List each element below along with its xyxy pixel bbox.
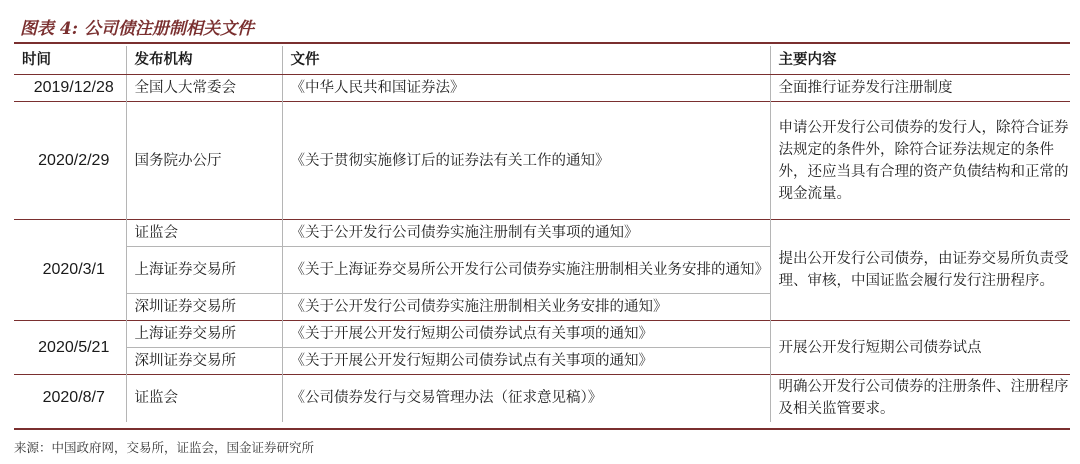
document-cell: 《关于上海证券交易所公开发行公司债券实施注册制相关业务安排的通知》 bbox=[282, 247, 770, 294]
document-cell: 《关于公开发行公司债券实施注册制有关事项的通知》 bbox=[282, 220, 770, 247]
table-row bbox=[14, 321, 1070, 348]
date-cell: 2019/12/28 bbox=[33, 79, 114, 96]
date-cell: 2020/8/7 bbox=[14, 375, 126, 422]
content-cell: 开展公开发行短期公司债券试点 bbox=[770, 321, 1070, 375]
issuer-cell: 全国人大常委会 bbox=[126, 75, 282, 102]
regulation-table bbox=[14, 46, 1070, 422]
header-time: 时间 bbox=[14, 46, 126, 75]
document-cell: 《关于公开发行公司债券实施注册制相关业务安排的通知》 bbox=[282, 294, 770, 321]
table-row bbox=[14, 375, 1070, 422]
content-cell: 申请公开发行公司债券的发行人，除符合证券法规定的条件外，除符合证券法规定的条件外，还应当具有合理的资产负债结构和正常的现金流量。 bbox=[770, 102, 1070, 220]
header-main-content: 主要内容 bbox=[770, 46, 1070, 75]
issuer-cell: 证监会 bbox=[126, 220, 282, 247]
header-document: 文件 bbox=[282, 46, 770, 75]
content-cell: 全面推行证券发行注册制度 bbox=[770, 75, 1070, 102]
issuer-cell: 上海证券交易所 bbox=[126, 321, 282, 348]
source-note: 来源：中国政府网，交易所，证监会，国金证券研究所 bbox=[14, 440, 315, 455]
document-cell: 《关于贯彻实施修订后的证券法有关工作的通知》 bbox=[282, 102, 770, 220]
issuer-cell: 证监会 bbox=[126, 375, 282, 422]
issuer-cell: 深圳证券交易所 bbox=[126, 294, 282, 321]
issuer-cell: 上海证券交易所 bbox=[126, 247, 282, 294]
table-header-row bbox=[14, 46, 1070, 75]
content-cell: 明确公开发行公司债券的注册条件、注册程序及相关监管要求。 bbox=[770, 375, 1070, 422]
issuer-cell: 深圳证券交易所 bbox=[126, 348, 282, 375]
title-bar bbox=[14, 8, 1070, 44]
document-cell: 《关于开展公开发行短期公司债券试点有关事项的通知》 bbox=[282, 348, 770, 375]
document-cell: 《公司债券发行与交易管理办法（征求意见稿）》 bbox=[282, 375, 770, 422]
document-cell: 《关于开展公开发行短期公司债券试点有关事项的通知》 bbox=[282, 321, 770, 348]
date-cell: 2020/3/1 bbox=[14, 220, 126, 321]
table-row bbox=[14, 220, 1070, 247]
date-cell: 2020/2/29 bbox=[14, 102, 126, 220]
date-cell: 2020/5/21 bbox=[14, 321, 126, 375]
table-row bbox=[14, 75, 1070, 102]
table-bottom-rule bbox=[14, 428, 1070, 430]
document-cell: 《中华人民共和国证券法》 bbox=[282, 75, 770, 102]
issuer-cell: 国务院办公厅 bbox=[126, 102, 282, 220]
header-issuer: 发布机构 bbox=[126, 46, 282, 75]
content-cell: 提出公开发行公司债券，由证券交易所负责受理、审核，中国证监会履行发行注册程序。 bbox=[770, 220, 1070, 321]
figure-title: 图表 4: 公司债注册制相关文件 bbox=[20, 19, 254, 39]
table-row bbox=[14, 102, 1070, 220]
